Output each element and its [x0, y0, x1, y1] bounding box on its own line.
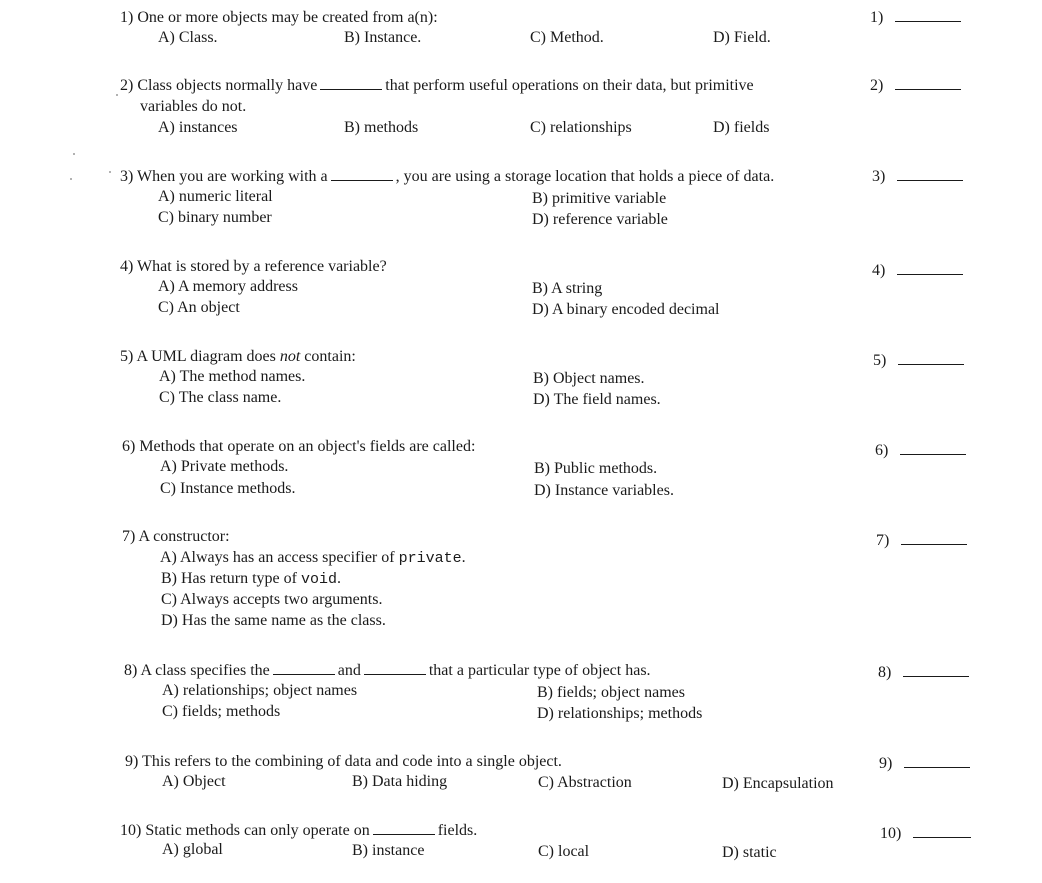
- question-number: 10): [120, 822, 142, 839]
- question-number: 5): [120, 348, 134, 365]
- option-text: B) Has return type of: [161, 570, 301, 587]
- question-number: 6): [122, 438, 136, 455]
- answer-label: 3): [872, 168, 886, 185]
- question-text-cont: that perform useful operations on their data, but primitive: [385, 77, 754, 94]
- question-number: 8): [124, 662, 138, 679]
- answer-line[interactable]: [895, 88, 961, 90]
- answer-line[interactable]: [898, 363, 964, 365]
- option-b[interactable]: B) instance: [352, 842, 425, 859]
- question-text-mid: and: [337, 662, 361, 679]
- question-number: 1): [120, 9, 134, 26]
- option-a[interactable]: A) Object: [162, 773, 226, 790]
- answer-label: 8): [878, 664, 892, 681]
- scan-speck: [70, 178, 72, 180]
- option-end: .: [336, 570, 341, 587]
- fill-in-blank: [364, 674, 426, 675]
- question-number: 9): [125, 753, 139, 770]
- question-number: 4): [120, 258, 134, 275]
- answer-label: 7): [876, 532, 890, 549]
- option-d[interactable]: D) The field names.: [533, 391, 661, 408]
- scan-speck: [73, 153, 75, 155]
- option-d[interactable]: D) fields: [713, 119, 770, 136]
- option-code: private: [398, 550, 462, 567]
- option-a[interactable]: A) The method names.: [159, 368, 306, 385]
- option-c[interactable]: C) relationships: [530, 119, 632, 136]
- option-b[interactable]: B) Data hiding: [352, 773, 448, 790]
- question-number: 3): [120, 168, 134, 185]
- answer-label: 1): [870, 9, 884, 26]
- answer-line[interactable]: [900, 453, 966, 455]
- option-code: void: [300, 571, 337, 588]
- option-text: C) Always accepts two arguments.: [161, 591, 383, 608]
- answer-slot[interactable]: [870, 7, 961, 28]
- scan-speck: [109, 171, 111, 173]
- question-text: A class specifies the: [140, 662, 270, 679]
- option-a[interactable]: A) instances: [158, 119, 238, 136]
- question-text-cont: contain:: [304, 348, 356, 365]
- answer-slot[interactable]: [875, 440, 966, 461]
- option-a[interactable]: A) Class.: [158, 29, 218, 46]
- answer-slot[interactable]: [878, 662, 969, 683]
- option-b[interactable]: [161, 569, 341, 590]
- option-d[interactable]: D) Field.: [713, 29, 771, 46]
- option-c[interactable]: C) The class name.: [159, 389, 282, 406]
- question-text: Static methods can only operate on: [145, 822, 370, 839]
- option-a[interactable]: A) global: [162, 841, 223, 858]
- answer-label: 9): [879, 755, 893, 772]
- option-c[interactable]: C) local: [538, 843, 590, 860]
- option-d[interactable]: D) Encapsulation: [722, 775, 834, 792]
- question-text: When you are working with a: [137, 168, 328, 185]
- question-number: 2): [120, 77, 134, 94]
- question-stem: [120, 75, 860, 117]
- question-stem: [122, 436, 862, 457]
- option-c[interactable]: C) Method.: [530, 29, 604, 46]
- answer-slot[interactable]: [872, 260, 963, 281]
- answer-label: 10): [880, 825, 902, 842]
- question-text: Methods that operate on an object's fields are called:: [139, 438, 476, 455]
- question-stem: [120, 7, 860, 28]
- fill-in-blank: [331, 180, 393, 181]
- answer-slot[interactable]: [873, 350, 964, 371]
- answer-line[interactable]: [904, 766, 970, 768]
- question-stem: [122, 526, 862, 547]
- option-b[interactable]: B) Object names.: [533, 370, 645, 387]
- question-number: 7): [122, 528, 136, 545]
- option-a[interactable]: A) numeric literal: [158, 188, 273, 205]
- answer-line[interactable]: [897, 273, 963, 275]
- question-stem: [120, 820, 860, 841]
- question-text: A UML diagram does: [136, 348, 276, 365]
- option-c[interactable]: C) binary number: [158, 209, 272, 226]
- answer-slot[interactable]: [879, 753, 970, 774]
- answer-line[interactable]: [913, 836, 971, 838]
- option-text: D) Has the same name as the class.: [161, 612, 386, 629]
- question-text-line2: variables do not.: [140, 98, 247, 115]
- answer-label: 6): [875, 442, 889, 459]
- option-b[interactable]: B) primitive variable: [532, 190, 667, 207]
- question-text-cont: fields.: [437, 822, 478, 839]
- question-text-cont: that a particular type of object has.: [428, 662, 651, 679]
- question-text: This refers to the combining of data and code into a single object.: [142, 753, 562, 770]
- answer-slot[interactable]: [870, 75, 961, 96]
- option-d[interactable]: [161, 611, 386, 631]
- fill-in-blank: [373, 834, 435, 835]
- option-d[interactable]: D) relationships; methods: [537, 705, 703, 722]
- answer-slot[interactable]: [872, 166, 963, 187]
- answer-slot[interactable]: [880, 823, 971, 844]
- fill-in-blank: [320, 89, 382, 90]
- option-a[interactable]: A) Private methods.: [160, 458, 289, 475]
- option-text: A) Always has an access specifier of: [160, 549, 399, 566]
- question-text-cont: , you are using a storage location that holds a piece of data.: [395, 168, 775, 185]
- answer-slot[interactable]: [876, 530, 967, 551]
- option-a[interactable]: A) relationships; object names: [162, 682, 358, 699]
- option-a[interactable]: A) A memory address: [158, 278, 298, 295]
- question-text-emphasis: not: [279, 348, 301, 365]
- answer-label: 5): [873, 352, 887, 369]
- option-d[interactable]: D) static: [722, 844, 777, 861]
- question-stem: [120, 346, 860, 367]
- question-text: What is stored by a reference variable?: [137, 258, 387, 275]
- option-b[interactable]: B) Public methods.: [534, 460, 658, 477]
- question-text: Class objects normally have: [137, 77, 318, 94]
- option-c[interactable]: C) Abstraction: [538, 774, 632, 791]
- option-d[interactable]: D) reference variable: [532, 211, 668, 228]
- question-stem: [125, 751, 865, 772]
- option-b[interactable]: B) methods: [344, 119, 419, 136]
- answer-line[interactable]: [897, 179, 963, 181]
- scan-speck: [116, 94, 118, 96]
- option-b[interactable]: B) Instance.: [344, 29, 422, 46]
- question-text: One or more objects may be created from a(n):: [137, 9, 438, 26]
- answer-label: 2): [870, 77, 884, 94]
- option-c[interactable]: C) fields; methods: [162, 703, 281, 720]
- option-d[interactable]: D) A binary encoded decimal: [532, 301, 720, 318]
- question-stem: [120, 166, 870, 187]
- option-d[interactable]: D) Instance variables.: [534, 482, 674, 499]
- answer-line[interactable]: [901, 543, 967, 545]
- question-stem: [124, 660, 864, 681]
- option-c[interactable]: C) An object: [158, 299, 240, 316]
- option-b[interactable]: B) fields; object names: [537, 684, 685, 701]
- answer-line[interactable]: [895, 20, 961, 22]
- option-a[interactable]: [160, 548, 466, 569]
- option-c[interactable]: [161, 590, 382, 610]
- answer-line[interactable]: [903, 675, 969, 677]
- fill-in-blank: [273, 674, 335, 675]
- answer-label: 4): [872, 262, 886, 279]
- option-end: .: [461, 549, 466, 566]
- option-c[interactable]: C) Instance methods.: [160, 480, 296, 497]
- question-text: A constructor:: [138, 528, 230, 545]
- question-stem: [120, 256, 860, 277]
- option-b[interactable]: B) A string: [532, 280, 603, 297]
